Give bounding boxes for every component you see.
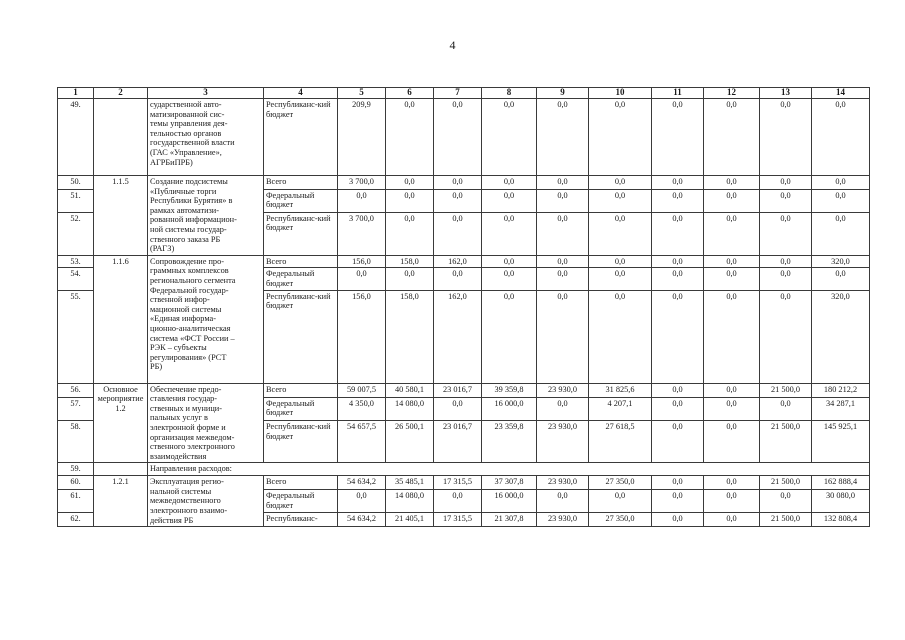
amount-cell: 0,0: [589, 268, 652, 290]
amount-cell: 14 080,0: [386, 490, 434, 513]
description-line: регионального сегмента: [150, 275, 236, 285]
amount-cell: 0,0: [760, 397, 812, 421]
amount-cell: 21 500,0: [760, 383, 812, 397]
amount-cell: 23 359,8: [482, 421, 537, 463]
activity-code: [94, 99, 148, 176]
header-row: [58, 88, 870, 99]
table-row: [58, 383, 870, 397]
amount-cell: 0,0: [812, 99, 870, 176]
description-line: действия РБ: [150, 515, 194, 525]
amount-cell: 54 657,5: [338, 421, 386, 463]
description-line: Сопровождение про-: [150, 256, 224, 266]
page-number: 4: [449, 38, 456, 52]
amount-cell: 0,0: [760, 189, 812, 212]
amount-cell: 0,0: [434, 99, 482, 176]
amount-cell: 23 930,0: [537, 383, 589, 397]
amount-cell: 0,0: [704, 490, 760, 513]
row-number: 58.: [58, 421, 94, 463]
activity-description: [148, 476, 264, 527]
column-header: 14: [812, 88, 870, 99]
description-line: Федеральной государ-: [150, 285, 229, 295]
table-row: [58, 463, 870, 476]
description-line: рамках автоматизи-: [150, 205, 219, 215]
amount-cell: 0,0: [589, 290, 652, 383]
amount-cell: 0,0: [589, 99, 652, 176]
amount-cell: 54 634,2: [338, 513, 386, 527]
amount-cell: 21 500,0: [760, 476, 812, 490]
description-line: система «ФСТ России –: [150, 333, 235, 343]
amount-cell: 0,0: [482, 176, 537, 190]
amount-cell: 158,0: [386, 290, 434, 383]
row-number: 50.: [58, 176, 94, 190]
amount-cell: 0,0: [652, 290, 704, 383]
column-header: 9: [537, 88, 589, 99]
amount-cell: 0,0: [652, 490, 704, 513]
amount-cell: 0,0: [760, 490, 812, 513]
amount-cell: 0,0: [434, 189, 482, 212]
amount-cell: 27 350,0: [589, 513, 652, 527]
empty-cell: [94, 463, 148, 476]
amount-cell: 0,0: [434, 268, 482, 290]
amount-cell: 0,0: [704, 99, 760, 176]
row-number: 55.: [58, 290, 94, 383]
description-line: РЭК – субъекты: [150, 343, 207, 353]
activity-code: 1.2.1: [94, 476, 148, 527]
column-header: 7: [434, 88, 482, 99]
amount-cell: 0,0: [812, 189, 870, 212]
row-number: 62.: [58, 513, 94, 527]
amount-cell: 0,0: [537, 176, 589, 190]
funding-source: Республиканс-кий бюджет: [264, 421, 338, 463]
amount-cell: 0,0: [434, 490, 482, 513]
funding-source: Федеральный бюджет: [264, 189, 338, 212]
description-line: ственных и муници-: [150, 403, 222, 413]
amount-cell: 0,0: [386, 268, 434, 290]
amount-cell: 0,0: [434, 397, 482, 421]
amount-cell: 162 888,4: [812, 476, 870, 490]
amount-cell: 39 359,8: [482, 383, 537, 397]
amount-cell: 0,0: [760, 290, 812, 383]
funding-source: Федеральный бюджет: [264, 490, 338, 513]
amount-cell: 0,0: [704, 176, 760, 190]
description-line: темы управления дея-: [150, 119, 228, 129]
amount-cell: 0,0: [652, 383, 704, 397]
description-line: электронного взаимо-: [150, 506, 228, 516]
amount-cell: 156,0: [338, 255, 386, 268]
activity-description: [148, 383, 264, 463]
funding-source: Всего: [264, 176, 338, 190]
description-line: ной системы государ-: [150, 224, 227, 234]
description-line: пальных услуг в: [150, 413, 208, 423]
description-line: взаимодействия: [150, 451, 207, 461]
amount-cell: 0,0: [704, 189, 760, 212]
amount-cell: 0,0: [482, 255, 537, 268]
amount-cell: 30 080,0: [812, 490, 870, 513]
row-number: 52.: [58, 212, 94, 255]
description-line: Республики Бурятия» в: [150, 196, 233, 206]
amount-cell: 0,0: [482, 290, 537, 383]
funding-source: Республиканс-кий бюджет: [264, 212, 338, 255]
amount-cell: 21 500,0: [760, 421, 812, 463]
amount-cell: 21 405,1: [386, 513, 434, 527]
funding-source: Федеральный бюджет: [264, 397, 338, 421]
column-header: 1: [58, 88, 94, 99]
amount-cell: 162,0: [434, 255, 482, 268]
amount-cell: 0,0: [537, 490, 589, 513]
amount-cell: 0,0: [704, 513, 760, 527]
amount-cell: 0,0: [589, 189, 652, 212]
amount-cell: 17 315,5: [434, 476, 482, 490]
row-number: 51.: [58, 189, 94, 212]
funding-source: Всего: [264, 255, 338, 268]
activity-description: [148, 176, 264, 256]
amount-cell: 209,9: [338, 99, 386, 176]
amount-cell: 0,0: [704, 255, 760, 268]
amount-cell: 0,0: [760, 176, 812, 190]
funding-source: Всего: [264, 383, 338, 397]
amount-cell: 21 307,8: [482, 513, 537, 527]
funding-source: Всего: [264, 476, 338, 490]
description-line: тельностью органов: [150, 128, 222, 138]
amount-cell: 4 350,0: [338, 397, 386, 421]
amount-cell: 0,0: [652, 397, 704, 421]
amount-cell: 0,0: [482, 212, 537, 255]
amount-cell: 0,0: [338, 189, 386, 212]
budget-table: [57, 87, 870, 527]
row-number: 57.: [58, 397, 94, 421]
funding-source: Республиканс-кий бюджет: [264, 99, 338, 176]
description-line: государственной власти: [150, 138, 235, 148]
row-number: 61.: [58, 490, 94, 513]
amount-cell: 0,0: [812, 268, 870, 290]
amount-cell: 0,0: [812, 176, 870, 190]
amount-cell: 3 700,0: [338, 212, 386, 255]
amount-cell: 0,0: [537, 268, 589, 290]
amount-cell: 0,0: [652, 513, 704, 527]
column-header: 11: [652, 88, 704, 99]
column-header: 5: [338, 88, 386, 99]
amount-cell: 0,0: [482, 268, 537, 290]
table-row: [58, 99, 870, 176]
amount-cell: 0,0: [652, 268, 704, 290]
amount-cell: 0,0: [589, 490, 652, 513]
row-number: 53.: [58, 255, 94, 268]
amount-cell: 0,0: [704, 268, 760, 290]
amount-cell: 40 580,1: [386, 383, 434, 397]
table-row: [58, 476, 870, 490]
amount-cell: 0,0: [537, 255, 589, 268]
description-line: Обеспечение предо-: [150, 384, 222, 394]
amount-cell: 0,0: [434, 212, 482, 255]
amount-cell: 54 634,2: [338, 476, 386, 490]
description-line: РБ): [150, 362, 163, 372]
description-line: организация межведом-: [150, 432, 235, 442]
amount-cell: 162,0: [434, 290, 482, 383]
description-line: ственного заказа РБ: [150, 234, 221, 244]
row-number: 49.: [58, 99, 94, 176]
amount-cell: 0,0: [760, 268, 812, 290]
amount-cell: 0,0: [537, 290, 589, 383]
amount-cell: 0,0: [338, 490, 386, 513]
description-line: (РАГЗ): [150, 244, 175, 254]
row-number: 56.: [58, 383, 94, 397]
amount-cell: 145 925,1: [812, 421, 870, 463]
column-header: 4: [264, 88, 338, 99]
amount-cell: 16 000,0: [482, 490, 537, 513]
amount-cell: 27 350,0: [589, 476, 652, 490]
amount-cell: 23 930,0: [537, 421, 589, 463]
column-header: 6: [386, 88, 434, 99]
column-header: 12: [704, 88, 760, 99]
description-line: сударственной авто-: [150, 100, 222, 109]
amount-cell: 0,0: [652, 212, 704, 255]
funding-source: Федеральный бюджет: [264, 268, 338, 290]
table-row: [58, 255, 870, 268]
amount-cell: 0,0: [652, 189, 704, 212]
amount-cell: 158,0: [386, 255, 434, 268]
amount-cell: 0,0: [537, 397, 589, 421]
funding-source: Республиканс-кий бюджет: [264, 290, 338, 383]
amount-cell: 0,0: [704, 290, 760, 383]
amount-cell: 0,0: [537, 99, 589, 176]
amount-cell: 27 618,5: [589, 421, 652, 463]
column-header: 3: [148, 88, 264, 99]
activity-description: [148, 99, 264, 176]
amount-cell: 0,0: [338, 268, 386, 290]
description-line: (ГАС «Управление»,: [150, 147, 222, 157]
table-row: [58, 176, 870, 190]
amount-cell: 0,0: [589, 176, 652, 190]
column-header: 8: [482, 88, 537, 99]
description-line: рованной информацион-: [150, 215, 237, 225]
description-line: мационной системы: [150, 304, 222, 314]
row-number: 60.: [58, 476, 94, 490]
amount-cell: 0,0: [482, 189, 537, 212]
amount-cell: 0,0: [482, 99, 537, 176]
amount-cell: 0,0: [537, 212, 589, 255]
amount-cell: 0,0: [652, 476, 704, 490]
funding-source: Республиканс-: [264, 513, 338, 527]
amount-cell: 0,0: [652, 421, 704, 463]
amount-cell: 0,0: [434, 176, 482, 190]
amount-cell: 21 500,0: [760, 513, 812, 527]
amount-cell: 0,0: [704, 397, 760, 421]
column-header: 10: [589, 88, 652, 99]
activity-code: 1.1.6: [94, 255, 148, 383]
activity-code: 1.1.5: [94, 176, 148, 256]
column-header: 13: [760, 88, 812, 99]
description-line: нальной системы: [150, 486, 212, 496]
amount-cell: 3 700,0: [338, 176, 386, 190]
amount-cell: 0,0: [812, 212, 870, 255]
amount-cell: 0,0: [652, 176, 704, 190]
amount-cell: 0,0: [589, 255, 652, 268]
amount-cell: 132 808,4: [812, 513, 870, 527]
description-line: электронной форме и: [150, 422, 226, 432]
amount-cell: 17 315,5: [434, 513, 482, 527]
description-line: АГРБиПРБ): [150, 157, 193, 167]
description-line: ционно-аналитическая: [150, 323, 231, 333]
section-label: Направления расходов:: [148, 463, 870, 476]
description-line: матизированной сис-: [150, 109, 225, 119]
row-number: 59.: [58, 463, 94, 476]
amount-cell: 0,0: [704, 383, 760, 397]
amount-cell: 0,0: [652, 255, 704, 268]
amount-cell: 16 000,0: [482, 397, 537, 421]
amount-cell: 26 500,1: [386, 421, 434, 463]
description-line: межведомственного: [150, 496, 221, 506]
amount-cell: 35 485,1: [386, 476, 434, 490]
amount-cell: 0,0: [386, 189, 434, 212]
activity-code: Основное мероприятие 1.2: [94, 383, 148, 463]
amount-cell: 14 080,0: [386, 397, 434, 421]
amount-cell: 0,0: [760, 255, 812, 268]
amount-cell: 59 007,5: [338, 383, 386, 397]
amount-cell: 156,0: [338, 290, 386, 383]
description-line: граммных комплексов: [150, 266, 229, 276]
row-number: 54.: [58, 268, 94, 290]
description-line: Создание подсистемы: [150, 177, 228, 186]
amount-cell: 0,0: [760, 99, 812, 176]
description-line: регулирования» (РСТ: [150, 352, 227, 362]
amount-cell: 180 212,2: [812, 383, 870, 397]
amount-cell: 23 930,0: [537, 513, 589, 527]
column-header: 2: [94, 88, 148, 99]
description-line: «Публичные торги: [150, 186, 217, 196]
amount-cell: 34 287,1: [812, 397, 870, 421]
description-line: ственной инфор-: [150, 295, 210, 305]
activity-description: [148, 255, 264, 383]
amount-cell: 23 930,0: [537, 476, 589, 490]
amount-cell: 320,0: [812, 290, 870, 383]
amount-cell: 31 825,6: [589, 383, 652, 397]
amount-cell: 320,0: [812, 255, 870, 268]
amount-cell: 0,0: [537, 189, 589, 212]
amount-cell: 0,0: [760, 212, 812, 255]
amount-cell: 23 016,7: [434, 383, 482, 397]
amount-cell: 23 016,7: [434, 421, 482, 463]
description-line: «Единая информа-: [150, 314, 216, 324]
amount-cell: 0,0: [386, 176, 434, 190]
description-line: ставления государ-: [150, 394, 218, 404]
amount-cell: 4 207,1: [589, 397, 652, 421]
description-line: Эксплуатация регио-: [150, 477, 224, 487]
amount-cell: 0,0: [704, 476, 760, 490]
description-line: ственного электронного: [150, 442, 235, 452]
amount-cell: 0,0: [589, 212, 652, 255]
amount-cell: 0,0: [704, 421, 760, 463]
amount-cell: 0,0: [386, 212, 434, 255]
amount-cell: 0,0: [386, 99, 434, 176]
amount-cell: 0,0: [652, 99, 704, 176]
amount-cell: 0,0: [704, 212, 760, 255]
amount-cell: 37 307,8: [482, 476, 537, 490]
